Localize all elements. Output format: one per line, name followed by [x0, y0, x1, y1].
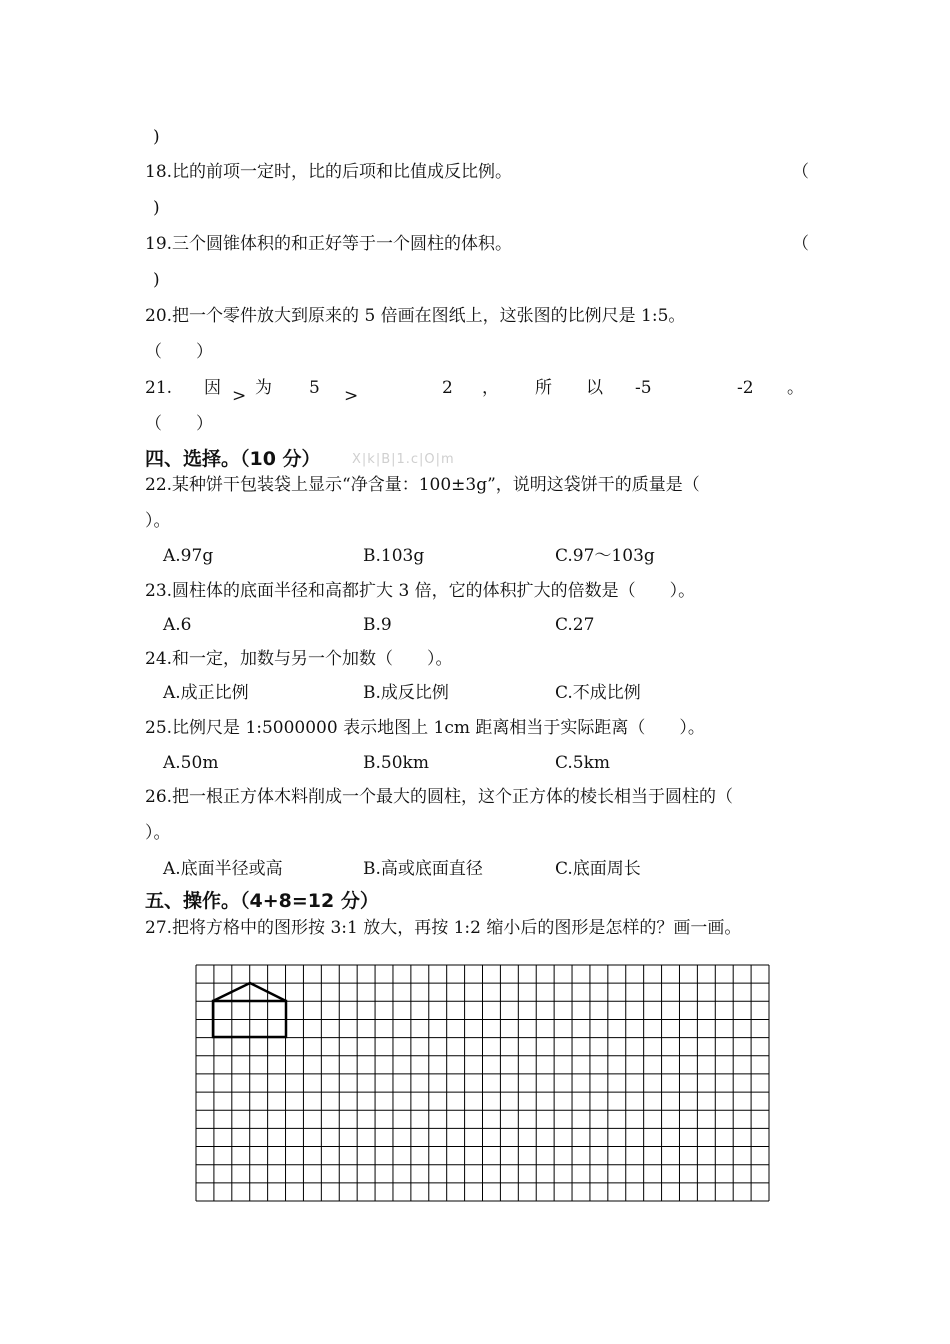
question-22-option-b[interactable]: B.103g — [363, 546, 425, 566]
question-21-value-5: 5 — [309, 378, 320, 398]
question-23-option-c[interactable]: C.27 — [555, 615, 595, 635]
question-22-text: 22.某种饼干包装袋上显示“净含量：100±3g”，说明这袋饼干的质量是（ — [145, 475, 700, 495]
question-22-option-c[interactable]: C.97～103g — [555, 546, 655, 566]
question-19-text: 19.三个圆锥体积的和正好等于一个圆柱的体积。 — [145, 234, 513, 254]
question-22-text-cont: ）。 — [145, 511, 171, 531]
question-19-answer-open[interactable]: （ — [792, 234, 809, 254]
question-21-word-yin: 因 — [204, 378, 221, 398]
question-24-text: 24.和一定，加数与另一个加数（ ）。 — [145, 649, 453, 669]
question-21-number: 21. — [145, 378, 173, 398]
question-18-text: 18.比的前项一定时，比的后项和比值成反比例。 — [145, 162, 513, 182]
question-25-text: 25.比例尺是 1:5000000 表示地图上 1cm 距离相当于实际距离（ ）。 — [145, 718, 705, 738]
question-21-period: 。 — [787, 378, 804, 398]
question-27-text: 27.把将方格中的图形按 3:1 放大，再按 1:2 缩小后的图形是怎样的？画一画。 — [145, 918, 742, 938]
drawing-grid[interactable] — [195, 964, 770, 1202]
question-23-option-a[interactable]: A.6 — [163, 615, 192, 635]
question-21-value-neg2: -2 — [737, 378, 754, 398]
question-21-value-neg5: -5 — [635, 378, 652, 398]
question-21-comma: ， — [482, 378, 499, 398]
question-26-option-b[interactable]: B.高或底面直径 — [363, 859, 483, 879]
question-25-option-c[interactable]: C.5km — [555, 753, 611, 773]
question-21-value-2: 2 — [442, 378, 453, 398]
question-21-word-wei: 为 — [255, 378, 272, 398]
watermark-text: X|k|B|1.c|O|m — [352, 452, 455, 467]
question-24-option-a[interactable]: A.成正比例 — [163, 683, 249, 703]
question-24-option-b[interactable]: B.成反比例 — [363, 683, 449, 703]
question-18-answer-open[interactable]: （ — [792, 162, 809, 182]
question-23-text: 23.圆柱体的底面半径和高都扩大 3 倍，它的体积扩大的倍数是（ ）。 — [145, 581, 696, 601]
question-21-answer[interactable]: （ ） — [145, 414, 213, 434]
question-20-answer[interactable]: （ ） — [145, 342, 213, 362]
q17-answer-close: ) — [153, 127, 160, 147]
question-25-option-b[interactable]: B.50km — [363, 753, 429, 773]
question-24-option-c[interactable]: C.不成比例 — [555, 683, 641, 703]
question-20-text: 20.把一个零件放大到原来的 5 倍画在图纸上，这张图的比例尺是 1:5。 — [145, 306, 686, 326]
question-26-text-cont: ）。 — [145, 823, 171, 843]
question-18-answer-close: ) — [153, 198, 160, 218]
greater-than-sign-1: > — [232, 386, 247, 406]
question-22-option-a[interactable]: A.97g — [163, 546, 214, 566]
question-23-option-b[interactable]: B.9 — [363, 615, 392, 635]
question-26-text: 26.把一根正方体木料削成一个最大的圆柱，这个正方体的棱长相当于圆柱的（ — [145, 787, 734, 807]
section-4-heading: 四、选择。（10 分） — [145, 448, 321, 470]
greater-than-sign-2: > — [344, 386, 359, 406]
question-26-option-c[interactable]: C.底面周长 — [555, 859, 641, 879]
question-19-answer-close: ) — [153, 270, 160, 290]
question-21-word-yi: 以 — [586, 378, 603, 398]
section-5-heading: 五、操作。（4+8=12 分） — [145, 890, 379, 912]
question-21-word-suo: 所 — [535, 378, 552, 398]
question-25-option-a[interactable]: A.50m — [163, 753, 219, 773]
question-26-option-a[interactable]: A.底面半径或高 — [163, 859, 283, 879]
